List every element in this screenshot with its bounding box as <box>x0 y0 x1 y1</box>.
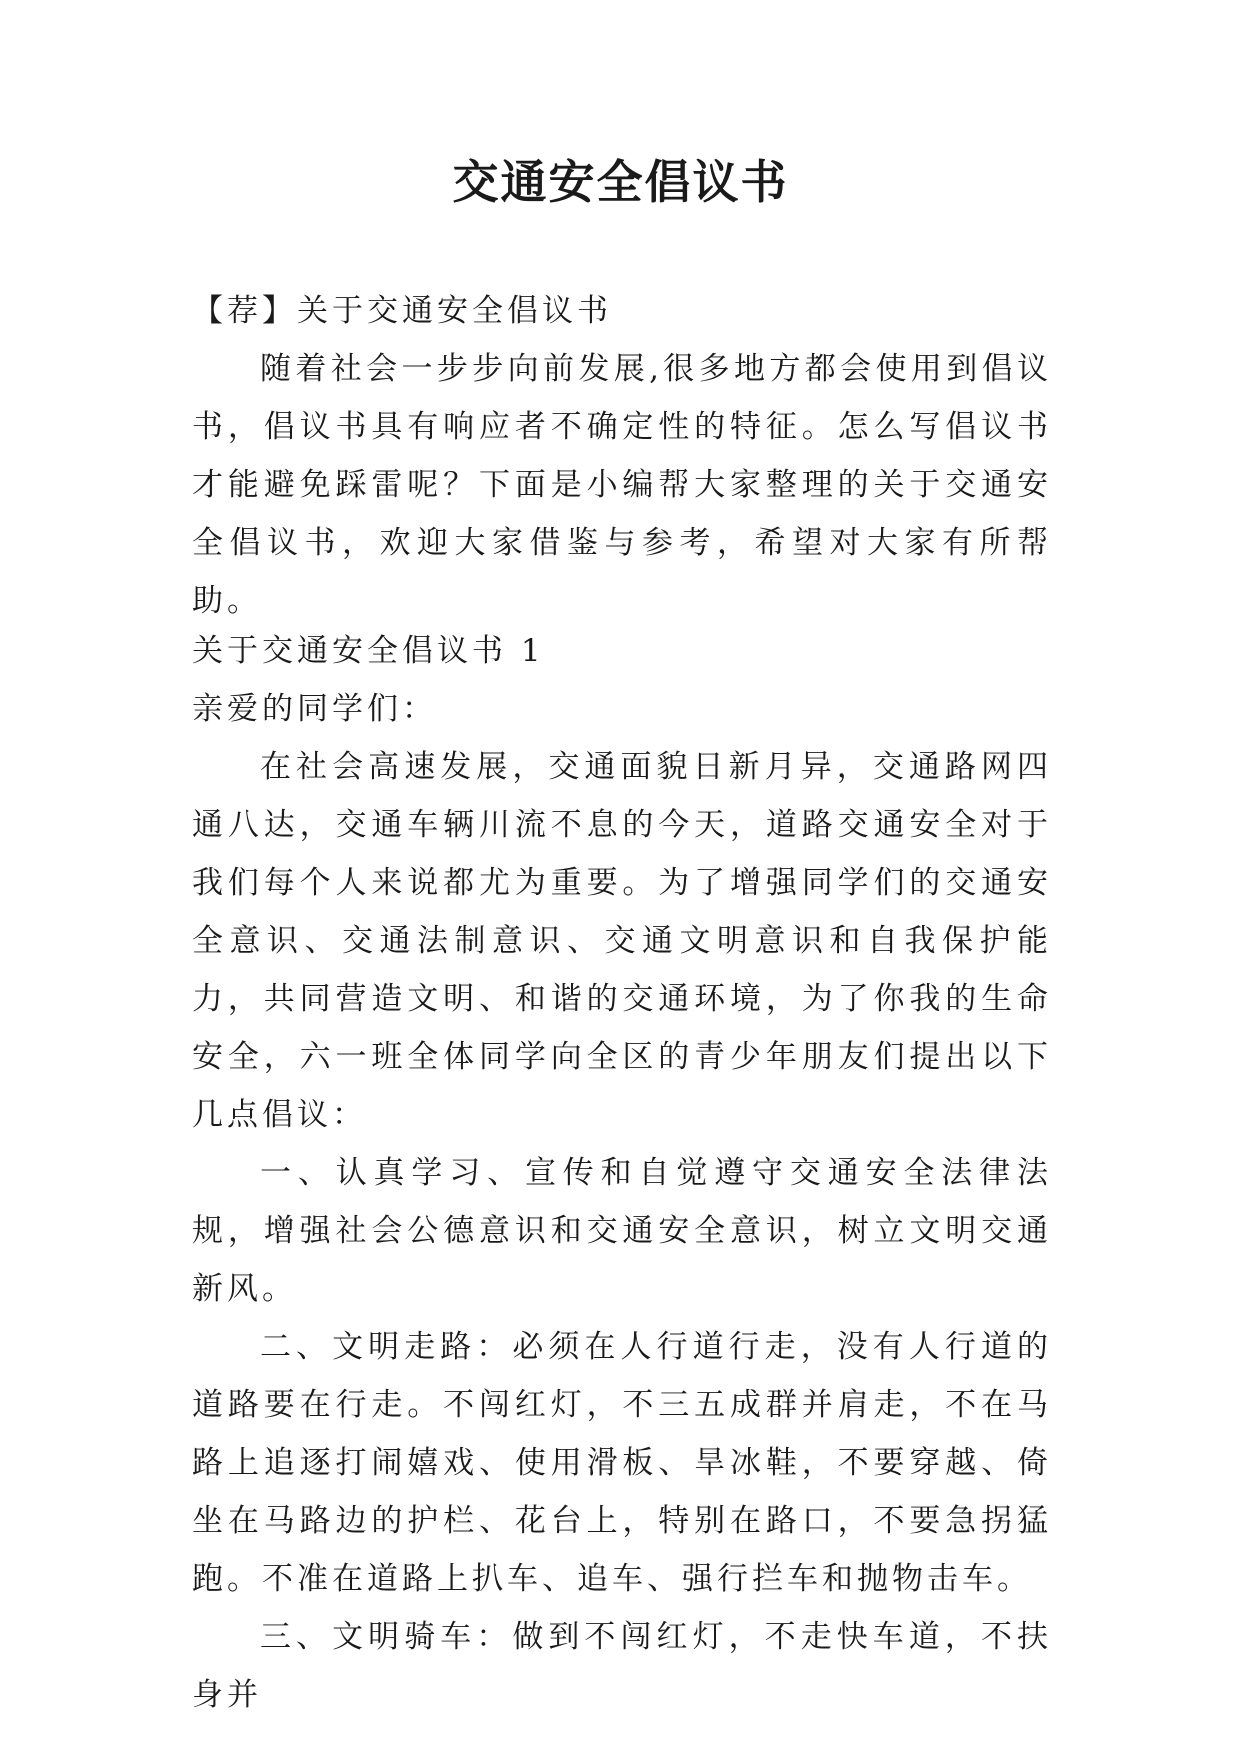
intro-section <box>192 282 1052 630</box>
main-section <box>192 622 1052 1724</box>
body-paragraph: 在社会高速发展，交通面貌日新月异，交通路网四通八达，交通车辆川流不息的今天，道路交通安全对于我们每个人来说都尤为重要。为了增强同学们的交通安全意识、交通法制意识、交通文明意识和自我保护能力，共同营造文明、和谐的交通环境，为了你我的生命安全，六一班全体同学向全区的青少年朋友们提出以下几点倡议： <box>192 749 1052 1133</box>
salutation: 亲爱的同学们： <box>192 691 437 727</box>
body-paragraph: 三、文明骑车：做到不闯红灯，不走快车道，不扶身并 <box>192 1619 1052 1713</box>
section-heading: 关于交通安全倡议书 1 <box>192 633 545 669</box>
intro-paragraph: 随着社会一步步向前发展,很多地方都会使用到倡议书，倡议书具有响应者不确定性的特征。怎么写倡议书才能避免踩雷呢？下面是小编帮大家整理的关于交通安全倡议书，欢迎大家借鉴与参考，希望对大家有所帮助。 <box>192 351 1052 619</box>
document-title: 交通安全倡议书 <box>452 155 789 209</box>
recommend-line: 【荐】关于交通安全倡议书 <box>192 293 612 329</box>
body-paragraph: 二、文明走路：必须在人行道行走，没有人行道的道路要在行走。不闯红灯，不三五成群并肩走，不在马路上追逐打闹嬉戏、使用滑板、旱冰鞋，不要穿越、倚坐在马路边的护栏、花台上，特别在路口，不要急拐猛跑。不准在道路上扒车、追车、强行拦车和抛物击车。 <box>192 1329 1052 1597</box>
body-paragraph: 一、认真学习、宣传和自觉遵守交通安全法律法规，增强社会公德意识和交通安全意识，树立文明交通新风。 <box>192 1155 1052 1307</box>
